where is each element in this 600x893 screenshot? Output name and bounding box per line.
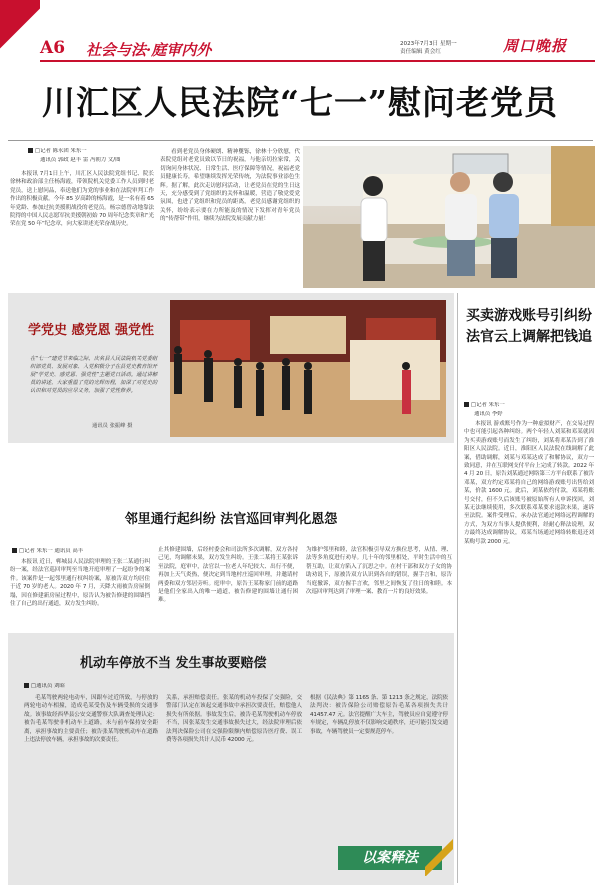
right-article-body: 本报讯 游戏账号作为一种虚拟财产，在交易过程中也可能引起各种纠纷。两个年轻人刘某和邓某就因为买卖游戏账号而发生了纠纷，刘某将邓某告到了淮阳区人民法院。近日，淮阳区人民法院在线调解了此案，借助调解，刘某与邓某达成了和解协议，双方一致同意，并在互联网支付平台上完成了转款。2022 年 4 月 20 日，原告刘某通过网络第三方平台联系了被告邓某，双方约定邓某将自己的网络游戏账号出售给刘某，价款 1600 元。此后，刘某依约付款，邓某将账号交付，但不久后该账号被原始所有人申诉找回，刘某无法继续使用，多次联系邓某要求退款未果，遂诉至法院。案件受理后，承办法官通过网络远程调解的方式，为双方当事人提供便利，经耐心释法说理，双方最终达成调解协议，邓某当场通过网络转账退还刘某购号款 2000 元。 (464, 421, 594, 545)
article3-byline-text: □记者 朱东一 通讯员 高丰 (19, 548, 84, 554)
feature-box-title: 学党史 感党恩 强党性 (28, 323, 155, 338)
article3-body-col2: 止其修建围墙，后经村委会和司法所多次调解，双方各持己见，均调解未果，双方发生纠纷。王张二某将王某张诉至法院，庭审中，法官以一位老人年纪较大、出行不便，再加上天气炎热，便决定到当地村庄巡回审理，并邀请村两委和双方邻居旁听。庭审中，原告王某称家门前的道路是他们全家出入的唯一通道，被告修建的围墙让通行困难。 (158, 547, 298, 604)
article3-title: 邻里通行起纠纷 法官巡回审判化恩怨 (124, 512, 338, 527)
headline-rule (8, 140, 593, 141)
article1-body-right: 看到老党员身体硬朗、精神矍铄，徐林十分欣慰，代表院党组对老党员致以节日的祝福，与他亲切拉家常，关切询问身体状况、日常生活、医疗保障等情况，祝福老党员健康长寿，希望继续发挥光荣传统，为法院事业添色生辉。据了解，此次走访慰问活动，让老党员在党的生日这天，充分感受到了党组织的关怀和温暖，营造了敬党爱党氛围，也进了党组织和党员的距离，老党员感谢党组织的关怀，纷纷表示要在力所能及的情况下发挥对青年党员的“传帮带”作用，继续为法院发展贡献力量！ (160, 149, 300, 223)
article3-body-col1: 本报讯 近日，郸城县人民法院审理的王张二某通行纠纷一案，经法官巡回审判至当地开庭审理了一起纷争的案件。该案件是一起邻里通行权纠纷案，原被告双方均居住于近 70 岁的老人。2020 年 7 月，天降大雨被告房屋倒塌，因在修建新房屋过程中，原告认为被告修建的围墙挡住了自己的出行通道，双方发生纠纷。 (10, 559, 150, 608)
article1-byline-2: 通讯员 郭政 赵丰 雷 冯朝力 文/图 (40, 157, 121, 163)
right-article-byline-2: 通讯员 李婷 (474, 411, 503, 417)
right-article-title: 买卖游戏账号引纠纷 法官云上调解把钱追 (466, 308, 592, 345)
responsible-editor: 责任编辑 黄会红 (400, 49, 441, 55)
article4-body-col3: 根据《民法典》第 1165 条、第 1213 条之规定，法院依法判决：被告保险公司赔偿原告毛某各项损失共计 41457.47 元。法官提醒广大车主，驾驶员应自觉遵守停车规定，车辆乱停放不仅影响交通秩序，还可能引发交通事故，车辆驾驶员一定要规范停车。 (310, 695, 448, 735)
feature-box-body: 在“七一”建党节来临之际，庆名县人民法院机关党委组织部党员、发展对象、入党积极分子在县党史教育馆开展“学党史、感党恩、强党性”主题党日活动。通过讲解员的讲述，大家重温了党的光辉历程，加深了对党史的认识和对党员的应尽义务，加强了党性修养。 (30, 356, 158, 394)
article1-byline (28, 148, 87, 156)
header-corner-triangle (0, 0, 40, 58)
main-headline: 川汇区人民法院“七一”慰问老党员 (42, 83, 558, 122)
column-divider (457, 293, 458, 883)
article3-byline (12, 548, 83, 556)
issue-date: 2023年7月3日 星期一 (400, 41, 457, 47)
page-code: A6 (40, 38, 66, 58)
right-article-byline (464, 402, 594, 410)
header-rule (40, 60, 595, 62)
article3-body-col3: 为维护邻里和睦，法官积极引导双方换位思考，从情、理、法等多角度进行劝导。几十年的邻里相处，平时生活中的互帮互助，让双方陷入了沉思之中。在村干部和双方子女的协助劝说下，原被告双方认识到各自的错误，握手言和，原告当庭撤诉，双方握手言欢，邻里之间恢复了往日的和睦。本次巡回审判达到了审理一案、教育一片的良好效果。 (306, 547, 452, 596)
photo-visit-elderly-member (303, 146, 595, 288)
article4-byline-text: □通讯员 刘昭 (31, 683, 65, 689)
section-title: 社会与法·庭审内外 (86, 41, 212, 59)
article4-body-col2: 关系，承担赔偿责任。张某的机动车投保了交强险，交警部门认定在该起交通事故中承担次要责任，赔偿他人损失有所依据。事故发生后，被告毛某驾驶机动车停放不当，因张某发生交通事故损失过大，经法院审理后依法判决保险公司在交强险限额内赔偿原告医疗费、误工费等各项损失共计人民币 42000 元。 (166, 695, 302, 744)
article4-title: 机动车停放不当 发生事故要赔偿 (80, 656, 267, 671)
newspaper-logo: 周口晚报 (503, 37, 568, 55)
right-article-byline-reporter: □记者 朱东一 (471, 402, 505, 408)
article4-byline (24, 683, 65, 691)
article1-body-left: 本报讯 7月1日上午，川汇区人民法院党组书记、院长徐林和政治部主任杨海霞，带领院机关党委工作人员到时老党员，送上慰问品，奉送他们为党的事业和在法院审判工作作出的积极贡献。今年 85 岁高龄的杨海霞，是一名有着 65 年党龄、参加过抗美援朝战役的老党员。杨宗德曾动地靠法院得的中国人民志愿军抗美援朝初始 70 周年纪念奖章和“光荣在党 50 年”纪念章，向大家讲述光荣奋战历史。 (10, 171, 154, 228)
photo-party-history-museum (170, 300, 446, 437)
decorative-slash (425, 836, 453, 876)
feature-box-byline: 通讯员 张振峰 摄 (92, 423, 133, 429)
case-explained-stamp: 以案释法 (338, 846, 442, 870)
article1-byline-reporters: □记者 陈永团 朱东一 (35, 148, 87, 154)
article4-body-col1: 毛某驾驶两轮电动车，因跟车过近所致，与停放的两轮电动车相撞，造成毛某受伤及车辆受损的交通事故。该事故经西华县公安交通警察大队调查处理认定：被告毛某驾驶非机动车上道路，未与前车保持安全距离，承担事故的主要责任；被告张某驾驶机动车在道路上违法停放车辆，承担事故的次要责任。 (24, 695, 158, 744)
